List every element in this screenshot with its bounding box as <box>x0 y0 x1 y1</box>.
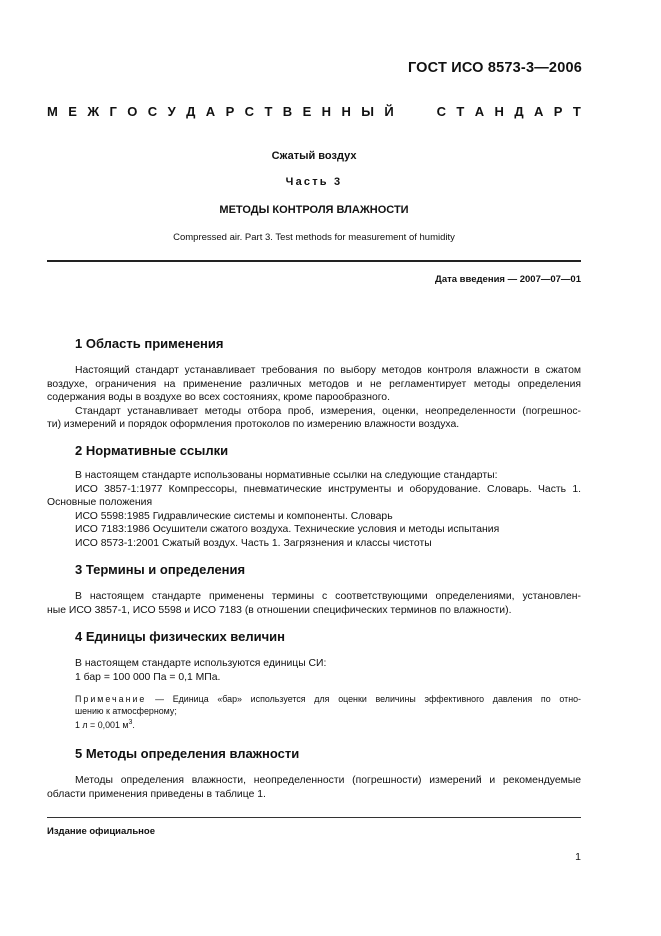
note-line <box>75 717 581 731</box>
section-5-heading: 5 Методы определения влажности <box>75 746 300 761</box>
banner-letter: Д <box>186 104 196 119</box>
reference-item: ИСО 7183:1986 Осушители сжатого воздуха. Технические условия и методы испытания <box>75 524 500 535</box>
banner-letter: А <box>533 104 544 119</box>
banner-letter: Р <box>225 104 235 119</box>
note-line <box>75 693 581 705</box>
banner-letter: О <box>127 104 138 119</box>
official-edition-label: Издание официальное <box>47 826 155 837</box>
section-5-text <box>47 774 581 801</box>
banner-letter: С <box>436 104 446 119</box>
banner-letter: С <box>244 104 255 119</box>
banner-letter: А <box>205 104 216 119</box>
footer-divider <box>47 817 581 818</box>
banner-letter: Д <box>514 104 524 119</box>
introduction-date: Дата введения — 2007—07—01 <box>435 274 581 285</box>
text-line: области применения приведены в таблице 1. <box>47 788 266 800</box>
section-3-heading: 3 Термины и определения <box>75 562 246 577</box>
text-line: Методы определения влажности, неопределенности (погрешности) измерений и рекомендуемые <box>75 775 581 786</box>
note-line: шению к атмосферному; <box>75 706 177 716</box>
reference-item: ИСО 5598:1985 Гидравлические системы и компоненты. Словарь <box>75 510 393 522</box>
banner-letter: Н <box>321 104 332 119</box>
banner-letter: Т <box>572 104 581 119</box>
section-1-text <box>47 364 581 432</box>
section-1-heading: 1 Область применения <box>75 336 224 351</box>
text-line: Стандарт устанавливает методы отбора проб, измерения, оценки, неопределенности (погрешнос- <box>75 405 581 417</box>
text-line: В настоящем стандарте применены термины с соответствующими определениями, установлен- <box>75 591 581 602</box>
page-number: 1 <box>575 851 581 863</box>
banner-letter: Р <box>553 104 563 119</box>
section-2-text <box>47 469 581 550</box>
text-line: ти) измерений и порядок оформления протоколов по измерению влажности воздуха. <box>47 419 460 430</box>
text-line: В настоящем стандарте использованы нормативные ссылки на следующие стандарты: <box>75 470 498 481</box>
banner-letter: М <box>47 104 58 119</box>
banner-letter: Ы <box>361 104 374 119</box>
banner-letter: В <box>282 104 293 119</box>
standard-code: ГОСТ ИСО 8573-3—2006 <box>407 60 582 76</box>
banner-letter: Е <box>68 104 77 119</box>
text-line: 1 бар = 100 000 Па = 0,1 МПа. <box>75 671 221 683</box>
title-divider <box>47 260 581 262</box>
note-end: . <box>132 719 135 730</box>
banner-letter: Т <box>264 104 273 119</box>
banner-word-gap <box>404 104 426 119</box>
section-4-note <box>75 693 581 731</box>
interstate-standard-banner <box>47 104 581 119</box>
banner-letter: С <box>147 104 158 119</box>
text-line: Настоящий стандарт устанавливает требования по выбору методов контроля влажности в сжатом <box>75 365 581 376</box>
section-3-text <box>47 590 581 617</box>
banner-letter: Ж <box>87 104 100 119</box>
section-4-heading: 4 Единицы физических величин <box>75 629 285 644</box>
banner-letter: Н <box>494 104 504 119</box>
document-subtitle: Сжатый воздух <box>271 150 357 162</box>
reference-item: ИСО 3857-1:1977 Компрессоры, пневматические инструменты и оборудование. Словарь. Часть 1. <box>75 483 581 495</box>
text-line: ные ИСО 3857-1, ИСО 5598 и ИСО 7183 (в отношении специфических терминов по влажности). <box>47 604 512 616</box>
banner-letter: Е <box>302 104 312 119</box>
document-title: МЕТОДЫ КОНТРОЛЯ ВЛАЖНОСТИ <box>219 204 409 216</box>
note-superscript: 3 <box>128 719 133 726</box>
reference-item: ИСО 8573-1:2001 Сжатый воздух. Часть 1. Загрязнения и классы чистоты <box>75 537 432 549</box>
text-line: В настоящем стандарте используются единицы СИ: <box>75 658 327 669</box>
note-label: Примечание <box>75 694 147 704</box>
section-2-heading: 2 Нормативные ссылки <box>75 443 229 458</box>
banner-letter: Й <box>384 104 394 119</box>
text-line: воздухе, ограничения на применение различных методов и не регламентирует методы определения <box>47 378 581 390</box>
section-4-text <box>75 657 581 684</box>
note-text: — Единица «бар» используется для оценки величины эффективного давления по отно- <box>146 694 581 704</box>
text-line: Основные положения <box>47 497 153 508</box>
banner-letter: А <box>474 104 485 119</box>
banner-letter: Т <box>456 104 465 119</box>
banner-letter: У <box>167 104 176 119</box>
document-part: Часть 3 <box>285 176 343 188</box>
note-formula: 1 л = 0,001 м <box>75 719 129 730</box>
english-title: Compressed air. Part 3. Test methods for measurement of humidity <box>173 232 455 243</box>
text-line: содержания воды в воздухе во всех состояниях, кроме парообразного. <box>47 392 390 403</box>
banner-letter: Г <box>109 104 117 119</box>
banner-letter: Н <box>341 104 351 119</box>
